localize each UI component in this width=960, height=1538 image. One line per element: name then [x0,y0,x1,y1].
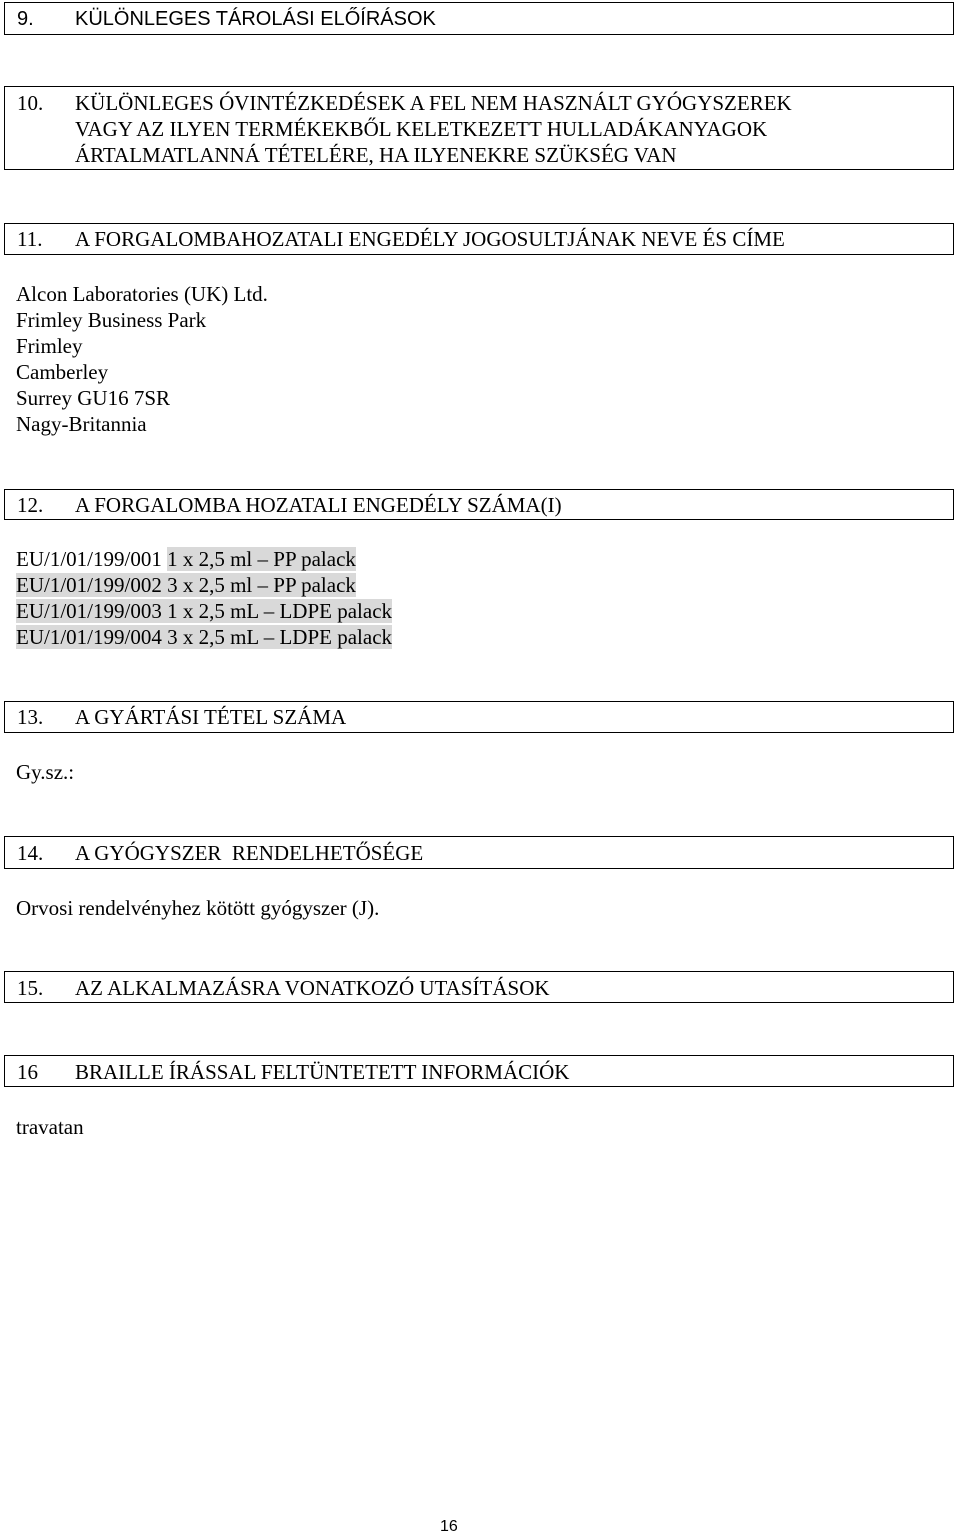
section-number: 14. [17,841,44,865]
section-number: 13. [17,705,44,729]
pack-description: 1 x 2,5 mL – LDPE palack [167,599,393,623]
section-title: A GYÁRTÁSI TÉTEL SZÁMA [75,705,347,729]
title-line: VAGY AZ ILYEN TERMÉKEKBŐL KELETKEZETT HULLADÁKANYAGOK [75,117,768,141]
authorisation-number-row [16,598,392,624]
address-line: Frimley Business Park [16,308,207,332]
pack-description: 1 x 2,5 ml – PP palack [167,547,356,571]
address-line: Surrey GU16 7SR [16,386,171,410]
section-title: AZ ALKALMAZÁSRA VONATKOZÓ UTASÍTÁSOK [75,976,550,1000]
page-number: 16 [440,1518,458,1535]
section-number: 15. [17,976,44,1000]
address-line: Alcon Laboratories (UK) Ltd. [16,282,268,306]
section-title [75,90,945,168]
authorisation-number-row [16,572,356,598]
authorisation-code: EU/1/01/199/004 [16,625,162,649]
authorisation-code: EU/1/01/199/002 [16,573,162,597]
section-number: 16 [17,1060,38,1084]
section-16-header [4,1055,954,1087]
section-9-header [4,2,954,35]
section-12-header [4,489,954,520]
section-title: A FORGALOMBA HOZATALI ENGEDÉLY SZÁMA(I) [75,493,562,517]
section-title: KÜLÖNLEGES TÁROLÁSI ELŐÍRÁSOK [75,8,436,30]
authorisation-number-row [16,624,392,650]
title-line: ÁRTALMATLANNÁ TÉTELÉRE, HA ILYENEKRE SZÜKSÉG VAN [75,143,677,167]
pack-description: 3 x 2,5 mL – LDPE palack [167,625,393,649]
authorisation-number-row [16,546,356,572]
section-title: BRAILLE ÍRÁSSAL FELTÜNTETETT INFORMÁCIÓK [75,1060,570,1084]
section-title: A FORGALOMBAHOZATALI ENGEDÉLY JOGOSULTJÁNAK NEVE ÉS CÍME [75,227,785,251]
section-number: 9. [17,8,34,30]
section-15-header [4,971,954,1003]
section-14-header [4,836,954,869]
address-line: Nagy-Britannia [16,412,147,436]
address-line: Camberley [16,360,109,384]
section-11-header [4,223,954,255]
title-line: KÜLÖNLEGES ÓVINTÉZKEDÉSEK A FEL NEM HASZNÁLT GYÓGYSZEREK [75,91,792,115]
section-number: 10. [17,91,44,115]
section-number: 11. [17,227,43,251]
authorisation-code: EU/1/01/199/001 [16,547,162,571]
prescription-status: Orvosi rendelvényhez kötött gyógyszer (J). [16,896,380,920]
batch-number-label: Gy.sz.: [16,760,75,784]
section-13-header [4,701,954,733]
section-title: A GYÓGYSZER RENDELHETŐSÉGE [75,841,424,865]
address-line: Frimley [16,334,83,358]
authorisation-code: EU/1/01/199/003 [16,599,162,623]
pack-description: 3 x 2,5 ml – PP palack [167,573,356,597]
section-10-header [4,86,954,170]
section-number: 12. [17,493,44,517]
braille-text: travatan [16,1115,84,1139]
